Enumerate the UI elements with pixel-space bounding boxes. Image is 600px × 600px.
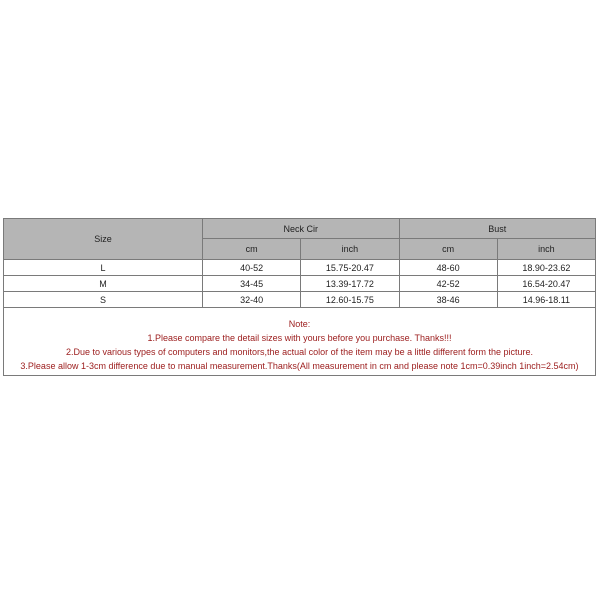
value-cell: 18.90-23.62: [497, 260, 595, 276]
table-row: [4, 292, 596, 308]
size-cell: L: [4, 260, 203, 276]
size-table: [3, 218, 596, 308]
table-row: [4, 260, 596, 276]
value-cell: 13.39-17.72: [301, 276, 399, 292]
size-cell: M: [4, 276, 203, 292]
value-cell: 48-60: [399, 260, 497, 276]
notes-box: [3, 308, 596, 376]
unit-cell: inch: [301, 239, 399, 260]
value-cell: 15.75-20.47: [301, 260, 399, 276]
value-cell: 16.54-20.47: [497, 276, 595, 292]
note-line: 3.Please allow 1-3cm difference due to manual measurement.Thanks(All measurement in cm and please note 1cm=0.39inch 1inch=2.54cm): [20, 361, 579, 371]
size-header: Size: [4, 219, 203, 260]
note-line: 2.Due to various types of computers and monitors,the actual color of the item may be a little different form the picture.: [65, 347, 534, 357]
table-header-row: [4, 219, 596, 239]
value-cell: 12.60-15.75: [301, 292, 399, 308]
bust-header: Bust: [399, 219, 596, 239]
unit-cell: cm: [399, 239, 497, 260]
value-cell: 42-52: [399, 276, 497, 292]
size-cell: S: [4, 292, 203, 308]
value-cell: 40-52: [203, 260, 301, 276]
unit-cell: inch: [497, 239, 595, 260]
notes-title: Note:: [288, 319, 311, 329]
value-cell: 14.96-18.11: [497, 292, 595, 308]
unit-cell: cm: [203, 239, 301, 260]
size-chart: [3, 218, 596, 376]
value-cell: 32-40: [203, 292, 301, 308]
neck-cir-header: Neck Cir: [203, 219, 400, 239]
table-row: [4, 276, 596, 292]
value-cell: 38-46: [399, 292, 497, 308]
value-cell: 34-45: [203, 276, 301, 292]
note-line: 1.Please compare the detail sizes with yours before you purchase. Thanks!!!: [147, 333, 452, 343]
